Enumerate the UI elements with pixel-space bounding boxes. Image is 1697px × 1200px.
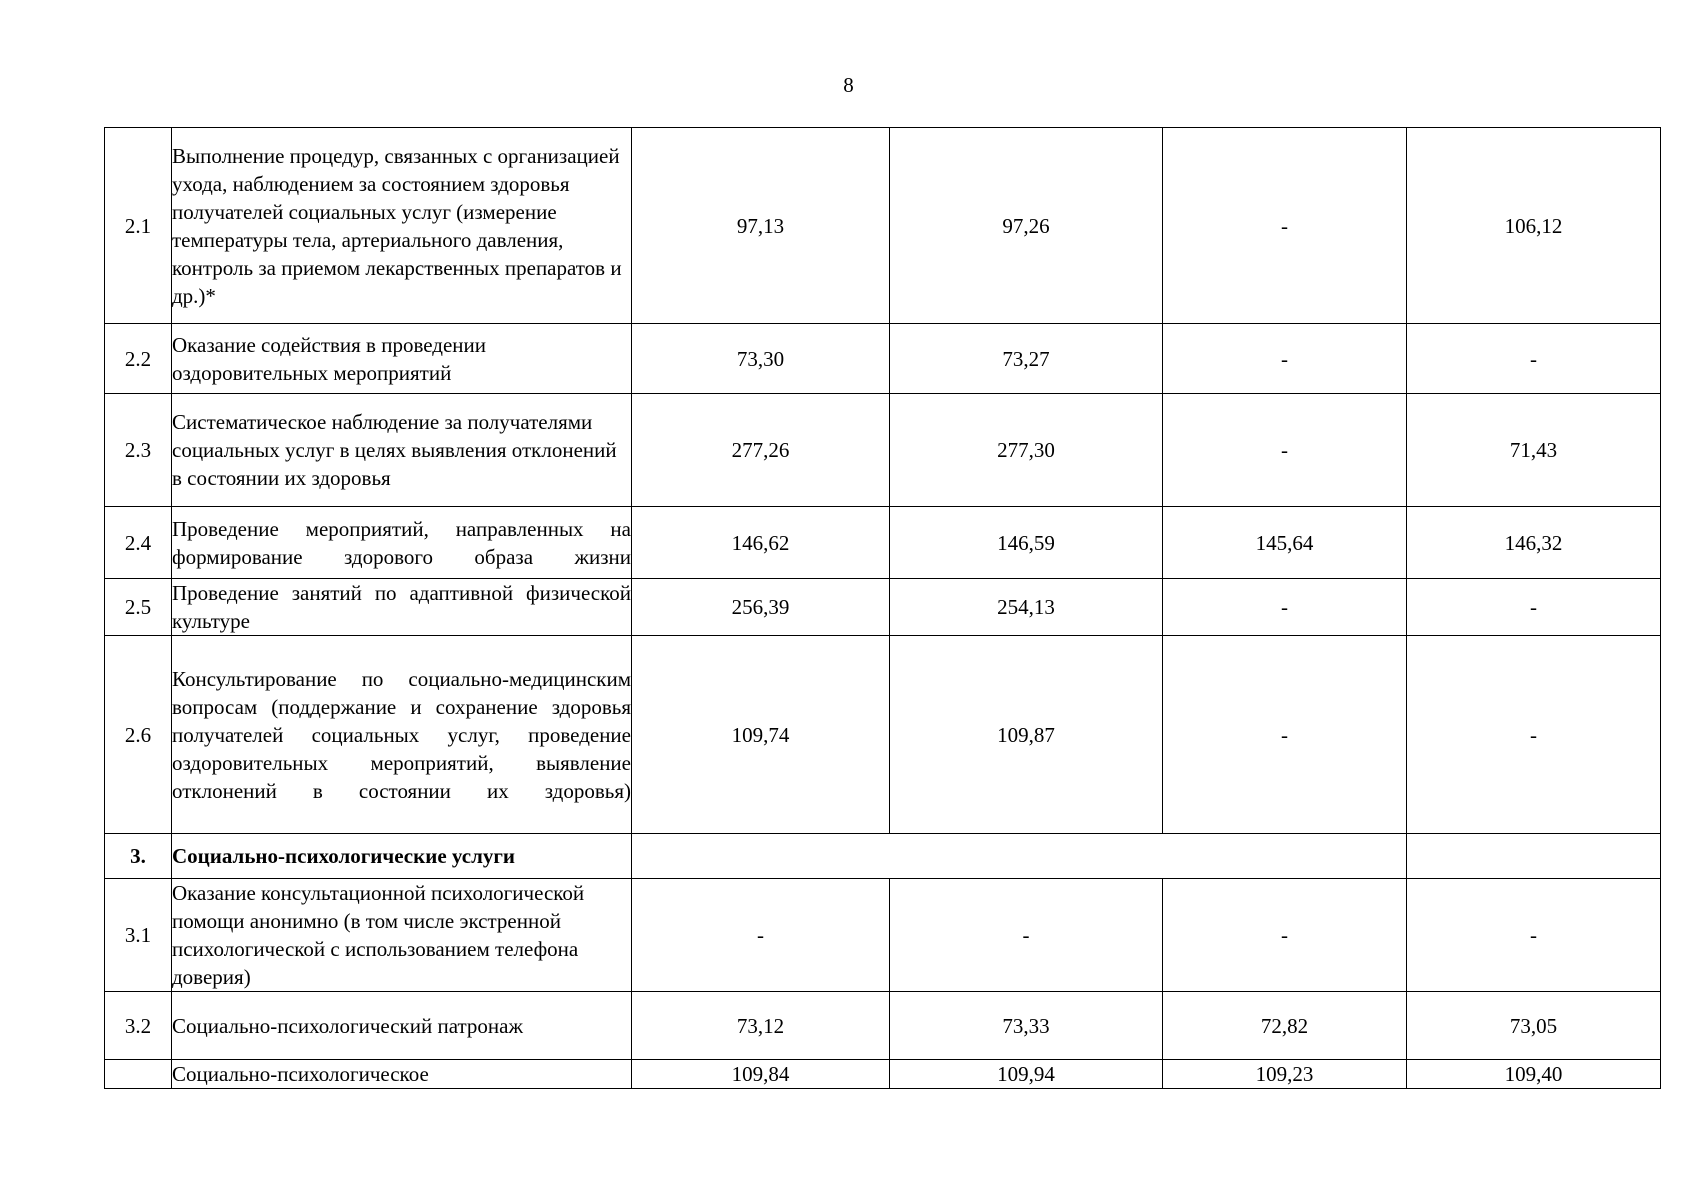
value-cell: - <box>1163 879 1407 992</box>
value-cell: 254,13 <box>890 579 1163 636</box>
value-cell: 72,82 <box>1163 992 1407 1060</box>
value-cell: - <box>1163 324 1407 394</box>
table-row <box>105 394 1661 507</box>
value-cell: 109,23 <box>1163 1060 1407 1089</box>
value-cell: 146,32 <box>1407 507 1661 579</box>
service-name: Проведение мероприятий, направленных на формирование здорового образа жизни <box>172 507 632 579</box>
value-cell: 73,30 <box>632 324 890 394</box>
value-cell: 109,84 <box>632 1060 890 1089</box>
value-cell: 73,05 <box>1407 992 1661 1060</box>
value-cell: 73,33 <box>890 992 1163 1060</box>
row-number <box>105 1060 172 1089</box>
value-cell: 97,26 <box>890 128 1163 324</box>
value-cell: 145,64 <box>1163 507 1407 579</box>
section-header-row <box>105 834 1661 879</box>
table-row <box>105 507 1661 579</box>
row-number: 3.1 <box>105 879 172 992</box>
table-row <box>105 1060 1661 1089</box>
value-cell: - <box>632 879 890 992</box>
value-cell: 73,12 <box>632 992 890 1060</box>
value-cell: - <box>1163 579 1407 636</box>
value-cell: 109,40 <box>1407 1060 1661 1089</box>
row-number: 2.5 <box>105 579 172 636</box>
row-number: 2.6 <box>105 636 172 834</box>
row-number: 2.4 <box>105 507 172 579</box>
table-row <box>105 636 1661 834</box>
service-name: Социально-психологическое <box>172 1060 632 1089</box>
tariff-table <box>104 127 1661 1089</box>
value-cell: 256,39 <box>632 579 890 636</box>
value-cell: 109,94 <box>890 1060 1163 1089</box>
section-number: 3. <box>105 834 172 879</box>
value-cell: - <box>1407 579 1661 636</box>
table-row <box>105 992 1661 1060</box>
value-cell: 109,74 <box>632 636 890 834</box>
table-row <box>105 579 1661 636</box>
section-title: Социально-психологические услуги <box>172 834 632 879</box>
value-cell: - <box>1407 636 1661 834</box>
value-cell: - <box>1407 879 1661 992</box>
table-row <box>105 879 1661 992</box>
value-cell: 71,43 <box>1407 394 1661 507</box>
page-number: 8 <box>843 73 854 97</box>
row-number: 2.1 <box>105 128 172 324</box>
row-number: 3.2 <box>105 992 172 1060</box>
value-cell: 106,12 <box>1407 128 1661 324</box>
section-empty-cell <box>632 834 1407 879</box>
section-empty-cell <box>1407 834 1661 879</box>
service-name: Социально-психологический патронаж <box>172 992 632 1060</box>
value-cell: 97,13 <box>632 128 890 324</box>
value-cell: 146,62 <box>632 507 890 579</box>
table-row <box>105 128 1661 324</box>
value-cell: 277,30 <box>890 394 1163 507</box>
service-name: Систематическое наблюдение за получателями социальных услуг в целях выявления отклонений в состоянии их здоровья <box>172 394 632 507</box>
row-number: 2.2 <box>105 324 172 394</box>
service-name: Проведение занятий по адаптивной физической культуре <box>172 579 632 636</box>
value-cell: 146,59 <box>890 507 1163 579</box>
value-cell: 73,27 <box>890 324 1163 394</box>
value-cell: - <box>1163 394 1407 507</box>
table-row <box>105 324 1661 394</box>
value-cell: 109,87 <box>890 636 1163 834</box>
value-cell: 277,26 <box>632 394 890 507</box>
value-cell: - <box>1407 324 1661 394</box>
service-name: Оказание содействия в проведении оздоровительных мероприятий <box>172 324 632 394</box>
service-name: Консультирование по социально-медицинским вопросам (поддержание и сохранение здоровья получателей социальных услуг, проведение оздоровительных мероприятий, выявление отклонений в состоянии их здоровья) <box>172 636 632 834</box>
value-cell: - <box>1163 128 1407 324</box>
service-name: Оказание консультационной психологической помощи анонимно (в том числе экстренной психологической с использованием телефона доверия) <box>172 879 632 992</box>
service-name: Выполнение процедур, связанных с организацией ухода, наблюдением за состоянием здоровья получателей социальных услуг (измерение температуры тела, артериального давления, контроль за приемом лекарственных препаратов и др.)* <box>172 128 632 324</box>
value-cell: - <box>1163 636 1407 834</box>
value-cell: - <box>890 879 1163 992</box>
row-number: 2.3 <box>105 394 172 507</box>
